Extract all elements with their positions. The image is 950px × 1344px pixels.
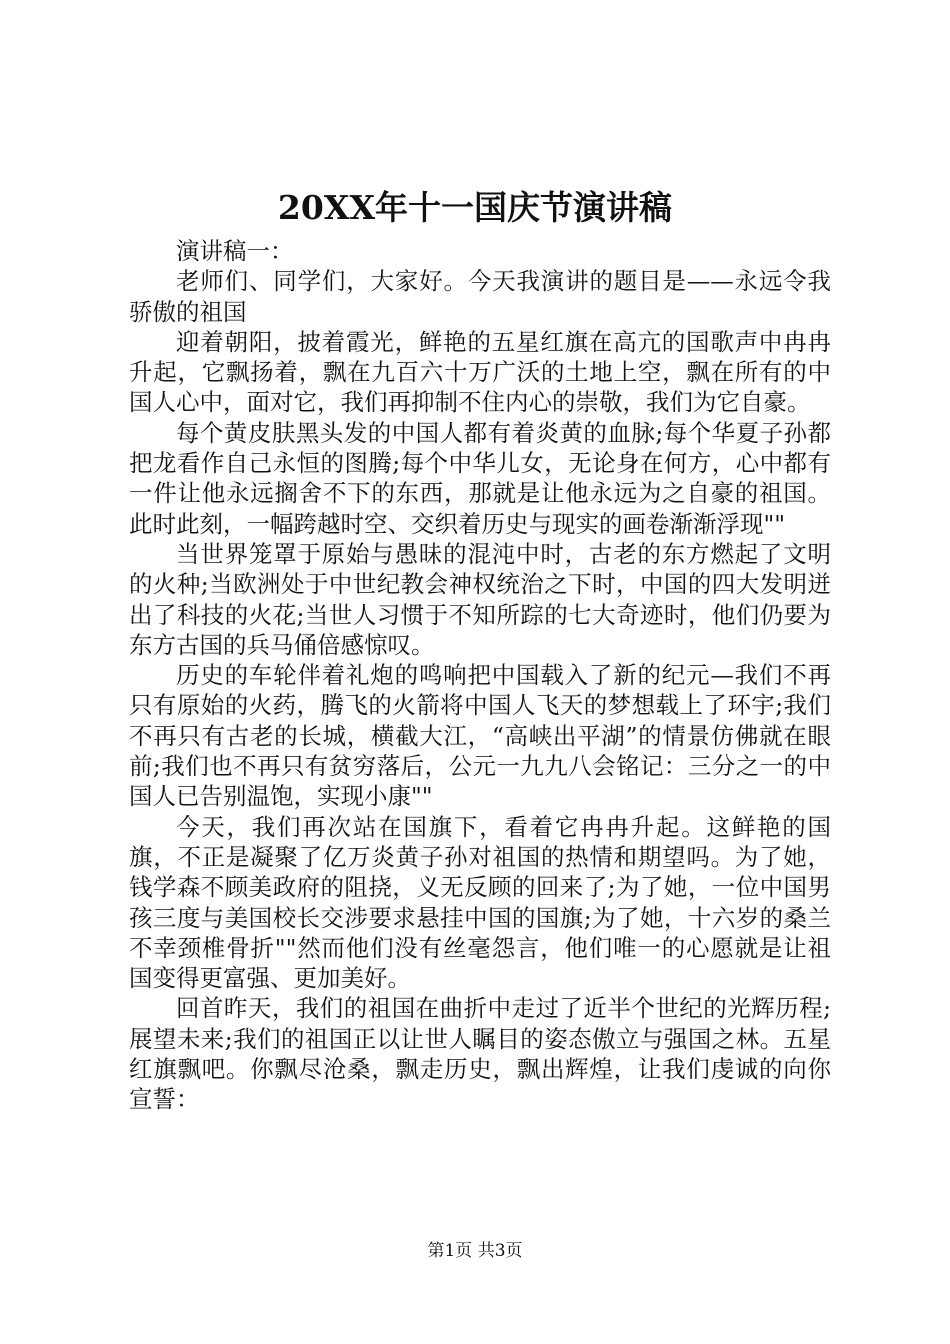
paragraph: 今天，我们再次站在国旗下，看着它冉冉升起。这鲜艳的国旗，不正是凝聚了亿万炎黄子孙对祖国的热情和期望吗。为了她，钱学森不顾美政府的阻挠，义无反顾的回来了;为了她，一位中国男孩三度与美国校长交涉要求悬挂中国的国旗;为了她，十六岁的桑兰不幸颈椎骨折""然而他们没有丝毫怨言，他们唯一的心愿就是让祖国变得更富强、更加美好。	[129, 812, 831, 993]
page-footer: 第1页 共3页	[427, 1241, 523, 1261]
paragraph: 当世界笼罩于原始与愚昧的混沌中时，古老的东方燃起了文明的火种;当欧洲处于中世纪教会神权统治之下时，中国的四大发明迸出了科技的火花;当世人习惯于不知所踪的七大奇迹时，他们仍要为东方古国的兵马俑倍感惊叹。	[129, 539, 831, 659]
paragraph: 演讲稿一：	[176, 237, 294, 265]
paragraph: 老师们、同学们，大家好。今天我演讲的题目是——永远令我骄傲的祖国	[129, 267, 831, 326]
page-title: 20XX年十一国庆节演讲稿	[277, 188, 673, 227]
document-body	[129, 236, 831, 1115]
paragraph: 回首昨天，我们的祖国在曲折中走过了近半个世纪的光辉历程;展望未来;我们的祖国正以让世人瞩目的姿态傲立与强国之林。五星红旗飘吧。你飘尽沧桑，飘走历史，飘出辉煌，让我们虔诚的向你宣誓：	[129, 994, 831, 1114]
paragraph: 每个黄皮肤黑头发的中国人都有着炎黄的血脉;每个华夏子孙都把龙看作自己永恒的图腾;每个中华儿女，无论身在何方，心中都有一件让他永远搁舍不下的东西，那就是让他永远为之自豪的祖国。此时此刻，一幅跨越时空、交织着历史与现实的画卷渐渐浮现""	[129, 418, 831, 538]
paragraph: 迎着朝阳，披着霞光，鲜艳的五星红旗在高亢的国歌声中冉冉升起，它飘扬着，飘在九百六十万广沃的土地上空，飘在所有的中国人心中，面对它，我们再抑制不住内心的崇敬，我们为它自豪。	[129, 327, 831, 417]
paragraph: 历史的车轮伴着礼炮的鸣响把中国载入了新的纪元—我们不再只有原始的火药，腾飞的火箭将中国人飞天的梦想载上了环宇;我们不再只有古老的长城，横截大江，“高峡出平湖”的情景仿佛就在眼前;我们也不再只有贫穷落后，公元一九九八会铭记：三分之一的中国人已告别温饱，实现小康""	[129, 661, 831, 811]
